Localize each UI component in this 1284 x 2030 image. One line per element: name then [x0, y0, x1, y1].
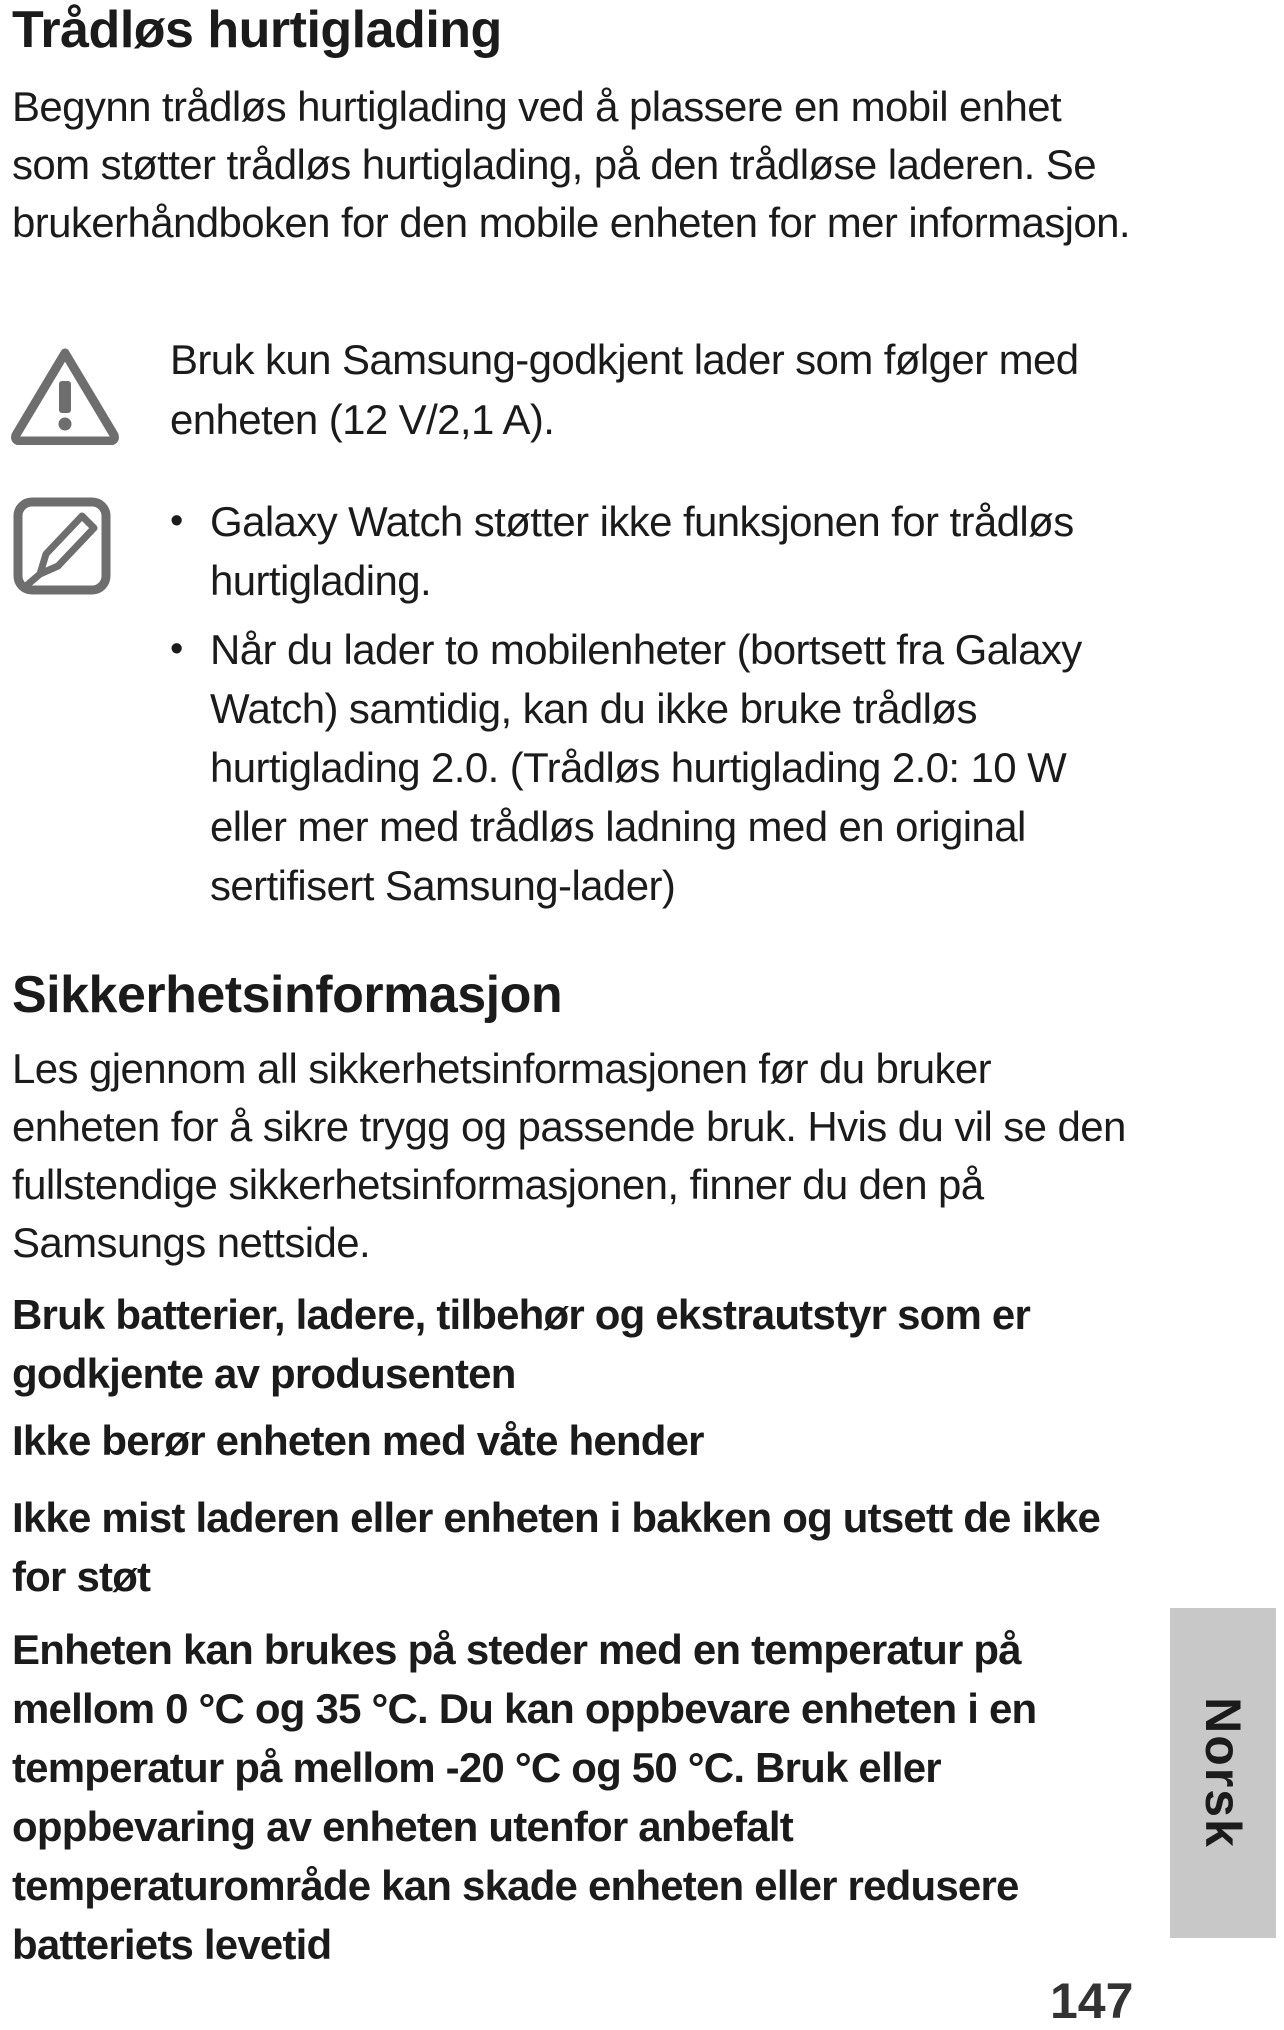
safety-rule: Bruk batterier, ladere, tilbehør og ekstrautstyr som er godkjente av produsenten: [12, 1291, 1031, 1397]
note-item: • Galaxy Watch støtter ikke funksjonen for trådløs hurtiglading.: [170, 492, 1130, 610]
note-pencil-icon: [12, 496, 112, 596]
safety-intro: Les gjennom all sikkerhetsinformasjonen før du bruker enheten for å sikre trygg og passende bruk. Hvis du vil se den fullstendige sikkerhetsinformasjonen, finner du den på Samsungs nettside.: [12, 1045, 1126, 1266]
caution-text: Bruk kun Samsung-godkjent lader som følger med enheten (12 V/2,1 A).: [170, 336, 1079, 443]
warning-triangle-icon: [10, 345, 120, 445]
note-list: [170, 492, 1130, 925]
page-number: 147: [1050, 1973, 1134, 2029]
safety-rule: Ikke mist laderen eller enheten i bakken og utsett de ikke for støt: [12, 1494, 1101, 1600]
wireless-charging-intro: Begynn trådløs hurtiglading ved å plassere en mobil enhet som støtter trådløs hurtiglading, på den trådløse laderen. Se brukerhåndboken for den mobile enheten for mer informasjon.: [12, 83, 1130, 246]
language-tab-label: Norsk: [1195, 1697, 1251, 1849]
section-title-wireless-fast-charging: Trådløs hurtiglading: [12, 1, 502, 59]
safety-rule: Ikke berør enheten med våte hender: [12, 1417, 704, 1464]
language-tab: [1170, 1608, 1276, 1938]
section-title-safety-information: Sikkerhetsinformasjon: [12, 966, 563, 1024]
safety-rule: Enheten kan brukes på steder med en temperatur på mellom 0 °C og 35 °C. Du kan oppbevare enheten i en temperatur på mellom -20 °C og 50 °C. Bruk eller oppbevaring av enheten utenfor anbefalt temperaturområde kan skade enheten eller redusere batteriets levetid: [12, 1626, 1037, 1968]
note-item: • Når du lader to mobilenheter (bortsett fra Galaxy Watch) samtidig, kan du ikke bruke trådløs hurtiglading 2.0. (Trådløs hurtiglading 2.0: 10 W eller mer med trådløs ladning med en original sertifisert Samsung-lader): [170, 620, 1130, 915]
